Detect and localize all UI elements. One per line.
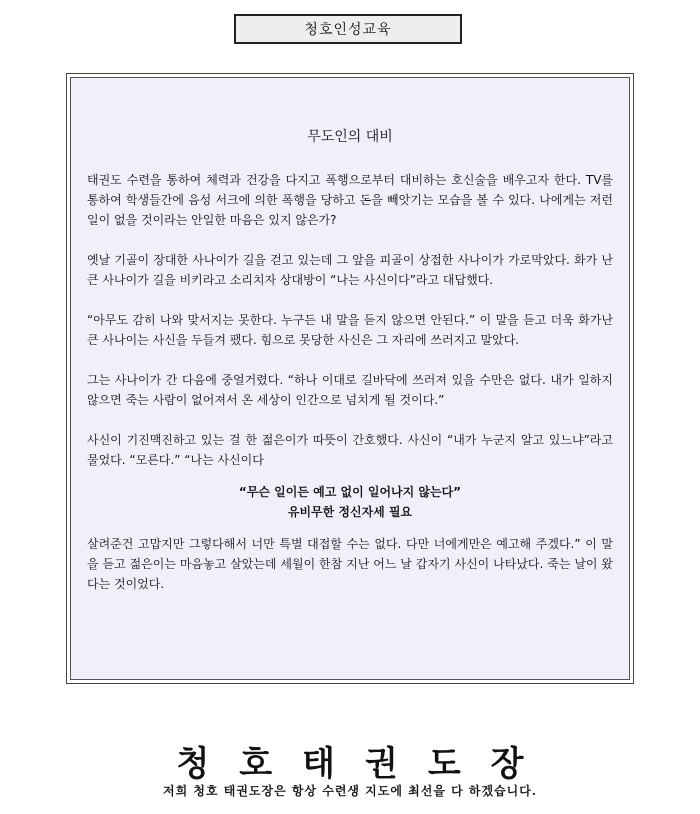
- article-paragraph-2: 옛날 기골이 장대한 사나이가 길을 걷고 있는데 그 앞을 피골이 상접한 사나이가 가로막았다. 화가 난 큰 사나이가 길을 비키라고 소리치자 상대방이 “나는 사신이다”라고 대답했다.: [87, 253, 613, 287]
- article-panel: [70, 77, 630, 680]
- callout: [87, 482, 613, 522]
- article-closing: 살려준건 고맙지만 그렇다해서 너만 특별 대접할 수는 없다. 다만 너에게만은 예고해 주겠다.” 이 말을 듣고 젊은이는 마음놓고 살았는데 세월이 한참 지난 어느 날 갑자기 사신이 나타났다. 죽는 날이 왔다는 것이었다.: [87, 537, 613, 591]
- article-frame: [66, 73, 634, 684]
- article-paragraph-1: 태권도 수련을 통하여 체력과 건강을 다지고 폭행으로부터 대비하는 호신술을 배우고자 한다. TV를 통하여 학생들간에 음성 서크에 의한 폭행을 당하고 돈을 빼앗기는 모습을 볼 수 있다. 나에게는 저런 일이 없을 것이라는 안일한 마음은 있지 않은가?: [87, 173, 613, 227]
- callout-line-2: 유비무한 정신자세 필요: [287, 505, 413, 519]
- article-paragraph-3: “아무도 감히 나와 맞서지는 못한다. 누구든 내 말을 듣지 않으면 안된다.” 이 말을 듣고 더욱 화가난 큰 사나이는 사신을 두들겨 팼다. 힘으로 못당한 사신은 그 자리에 쓰러지고 말았다.: [87, 313, 613, 347]
- section-label-text: 청호인성교육: [304, 22, 392, 38]
- dojang-motto: 저희 청호 태권도장은 항상 수련생 지도에 최선을 다 하겠습니다.: [163, 784, 537, 798]
- article-paragraph-5: 사신이 기진맥진하고 있는 걸 한 젊은이가 따뜻이 간호했다. 사신이 “내가 누군지 알고 있느냐”라고 물었다. “모른다.” “나는 사신이다: [87, 433, 613, 467]
- dojang-brand: 청호태권도장: [176, 744, 554, 784]
- section-label: [234, 14, 462, 44]
- callout-line-1: “무슨 일이든 예고 없이 일어나지 않는다”: [238, 485, 462, 499]
- article-paragraph-4: 그는 사나이가 간 다음에 중얼거렸다. “하나 이대로 길바닥에 쓰러져 있을 수만은 없다. 내가 일하지 않으면 죽는 사람이 없어져서 온 세상이 인간으로 넘치게 될 것이다.”: [87, 373, 613, 407]
- article-title: 무도인의 대비: [307, 129, 393, 145]
- article-body: [87, 170, 613, 614]
